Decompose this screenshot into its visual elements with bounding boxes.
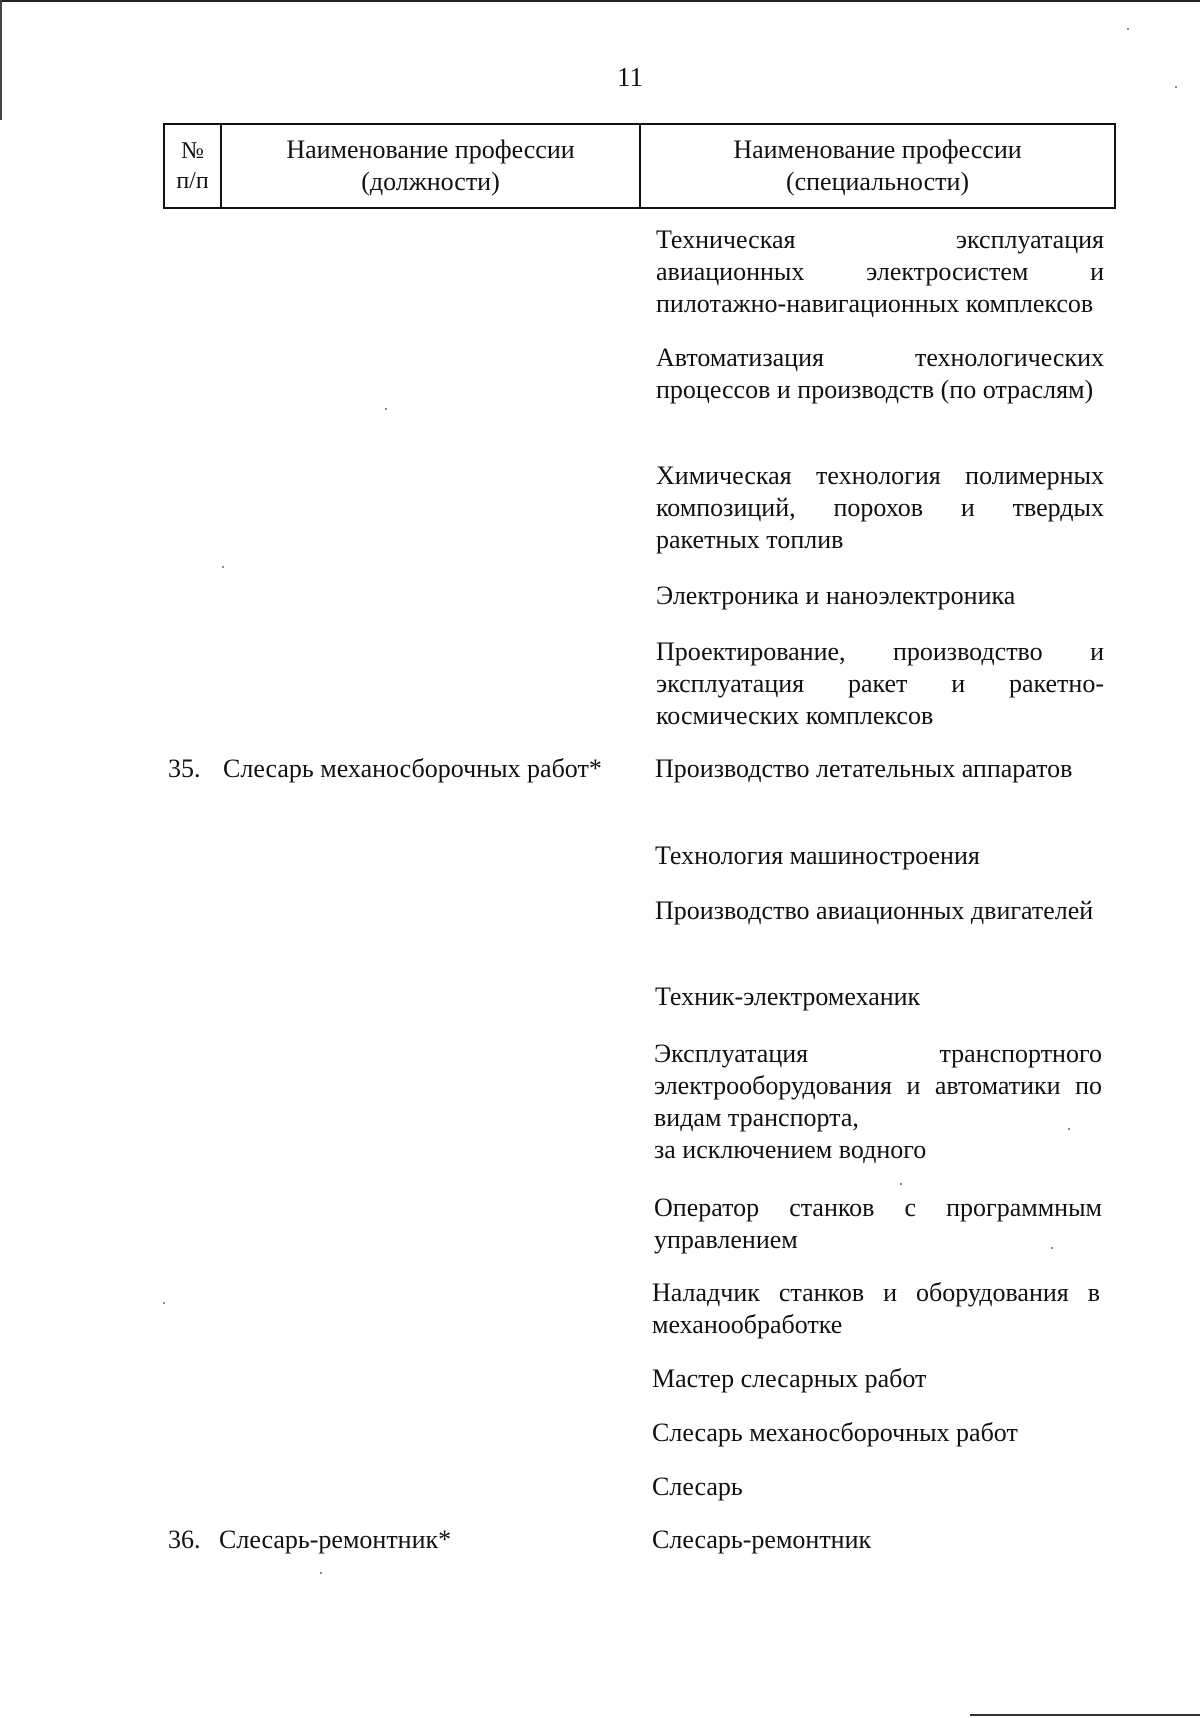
header-position-label: Наименование профессии (должности)	[286, 135, 575, 196]
row-position: Слесарь-ремонтник*	[219, 1525, 452, 1554]
specialty-item: Слесарь механосборочных работ	[652, 1418, 1018, 1447]
scan-speck	[1068, 1128, 1070, 1130]
header-specialty-label: Наименование профессии (специальности)	[733, 135, 1022, 196]
scan-speck	[385, 408, 387, 410]
header-number-cell	[165, 125, 222, 207]
table-header	[163, 123, 1116, 209]
specialty-item: Мастер слесарных работ	[652, 1364, 927, 1393]
specialty-item: Эксплуатация транспортного электрооборудования и автоматики по видам транспорта, за исключением водного	[654, 1039, 1102, 1164]
scan-speck	[320, 1572, 322, 1574]
header-position-cell	[222, 125, 641, 207]
specialty-item: Техник-электромеханик	[655, 982, 921, 1011]
specialty-item: Наладчик станков и оборудования в механообработке	[652, 1278, 1100, 1339]
specialty-item: Проектирование, производство и эксплуатация ракет и ракетно-космических комплексов	[656, 637, 1104, 730]
scan-speck	[900, 1183, 902, 1185]
scan-speck	[1127, 28, 1129, 30]
specialty-item: Техническая эксплуатация авиационных электросистем и пилотажно-навигационных комплексов	[656, 225, 1104, 318]
specialty-item: Производство летательных аппаратов	[655, 754, 1073, 783]
specialty-item: Производство авиационных двигателей	[655, 896, 1094, 925]
specialty-item: Автоматизация технологических процессов и производств (по отраслям)	[656, 343, 1104, 404]
row-number: 36.	[168, 1525, 201, 1554]
header-number-label: № п/п	[176, 138, 209, 194]
specialty-item: Слесарь	[652, 1472, 743, 1501]
specialty-item: Технология машиностроения	[655, 841, 980, 870]
scan-speck	[163, 1302, 165, 1304]
row-number: 35.	[168, 754, 201, 783]
row-position: Слесарь механосборочных работ*	[223, 754, 602, 783]
scan-speck	[1051, 1247, 1053, 1249]
page-edge-left	[0, 0, 2, 120]
header-specialty-cell	[641, 125, 1114, 207]
page-edge-bottom	[970, 1714, 1200, 1716]
specialty-item: Оператор станков с программным управлением	[654, 1193, 1102, 1254]
page-number: 11	[617, 62, 643, 92]
specialty-item: Слесарь-ремонтник	[652, 1525, 872, 1554]
page-edge-top	[0, 0, 1200, 2]
scan-speck	[1175, 86, 1177, 88]
scan-speck	[222, 566, 224, 568]
specialty-item: Химическая технология полимерных композиций, порохов и твердых ракетных топлив	[656, 461, 1104, 554]
specialty-item: Электроника и наноэлектроника	[656, 581, 1016, 610]
